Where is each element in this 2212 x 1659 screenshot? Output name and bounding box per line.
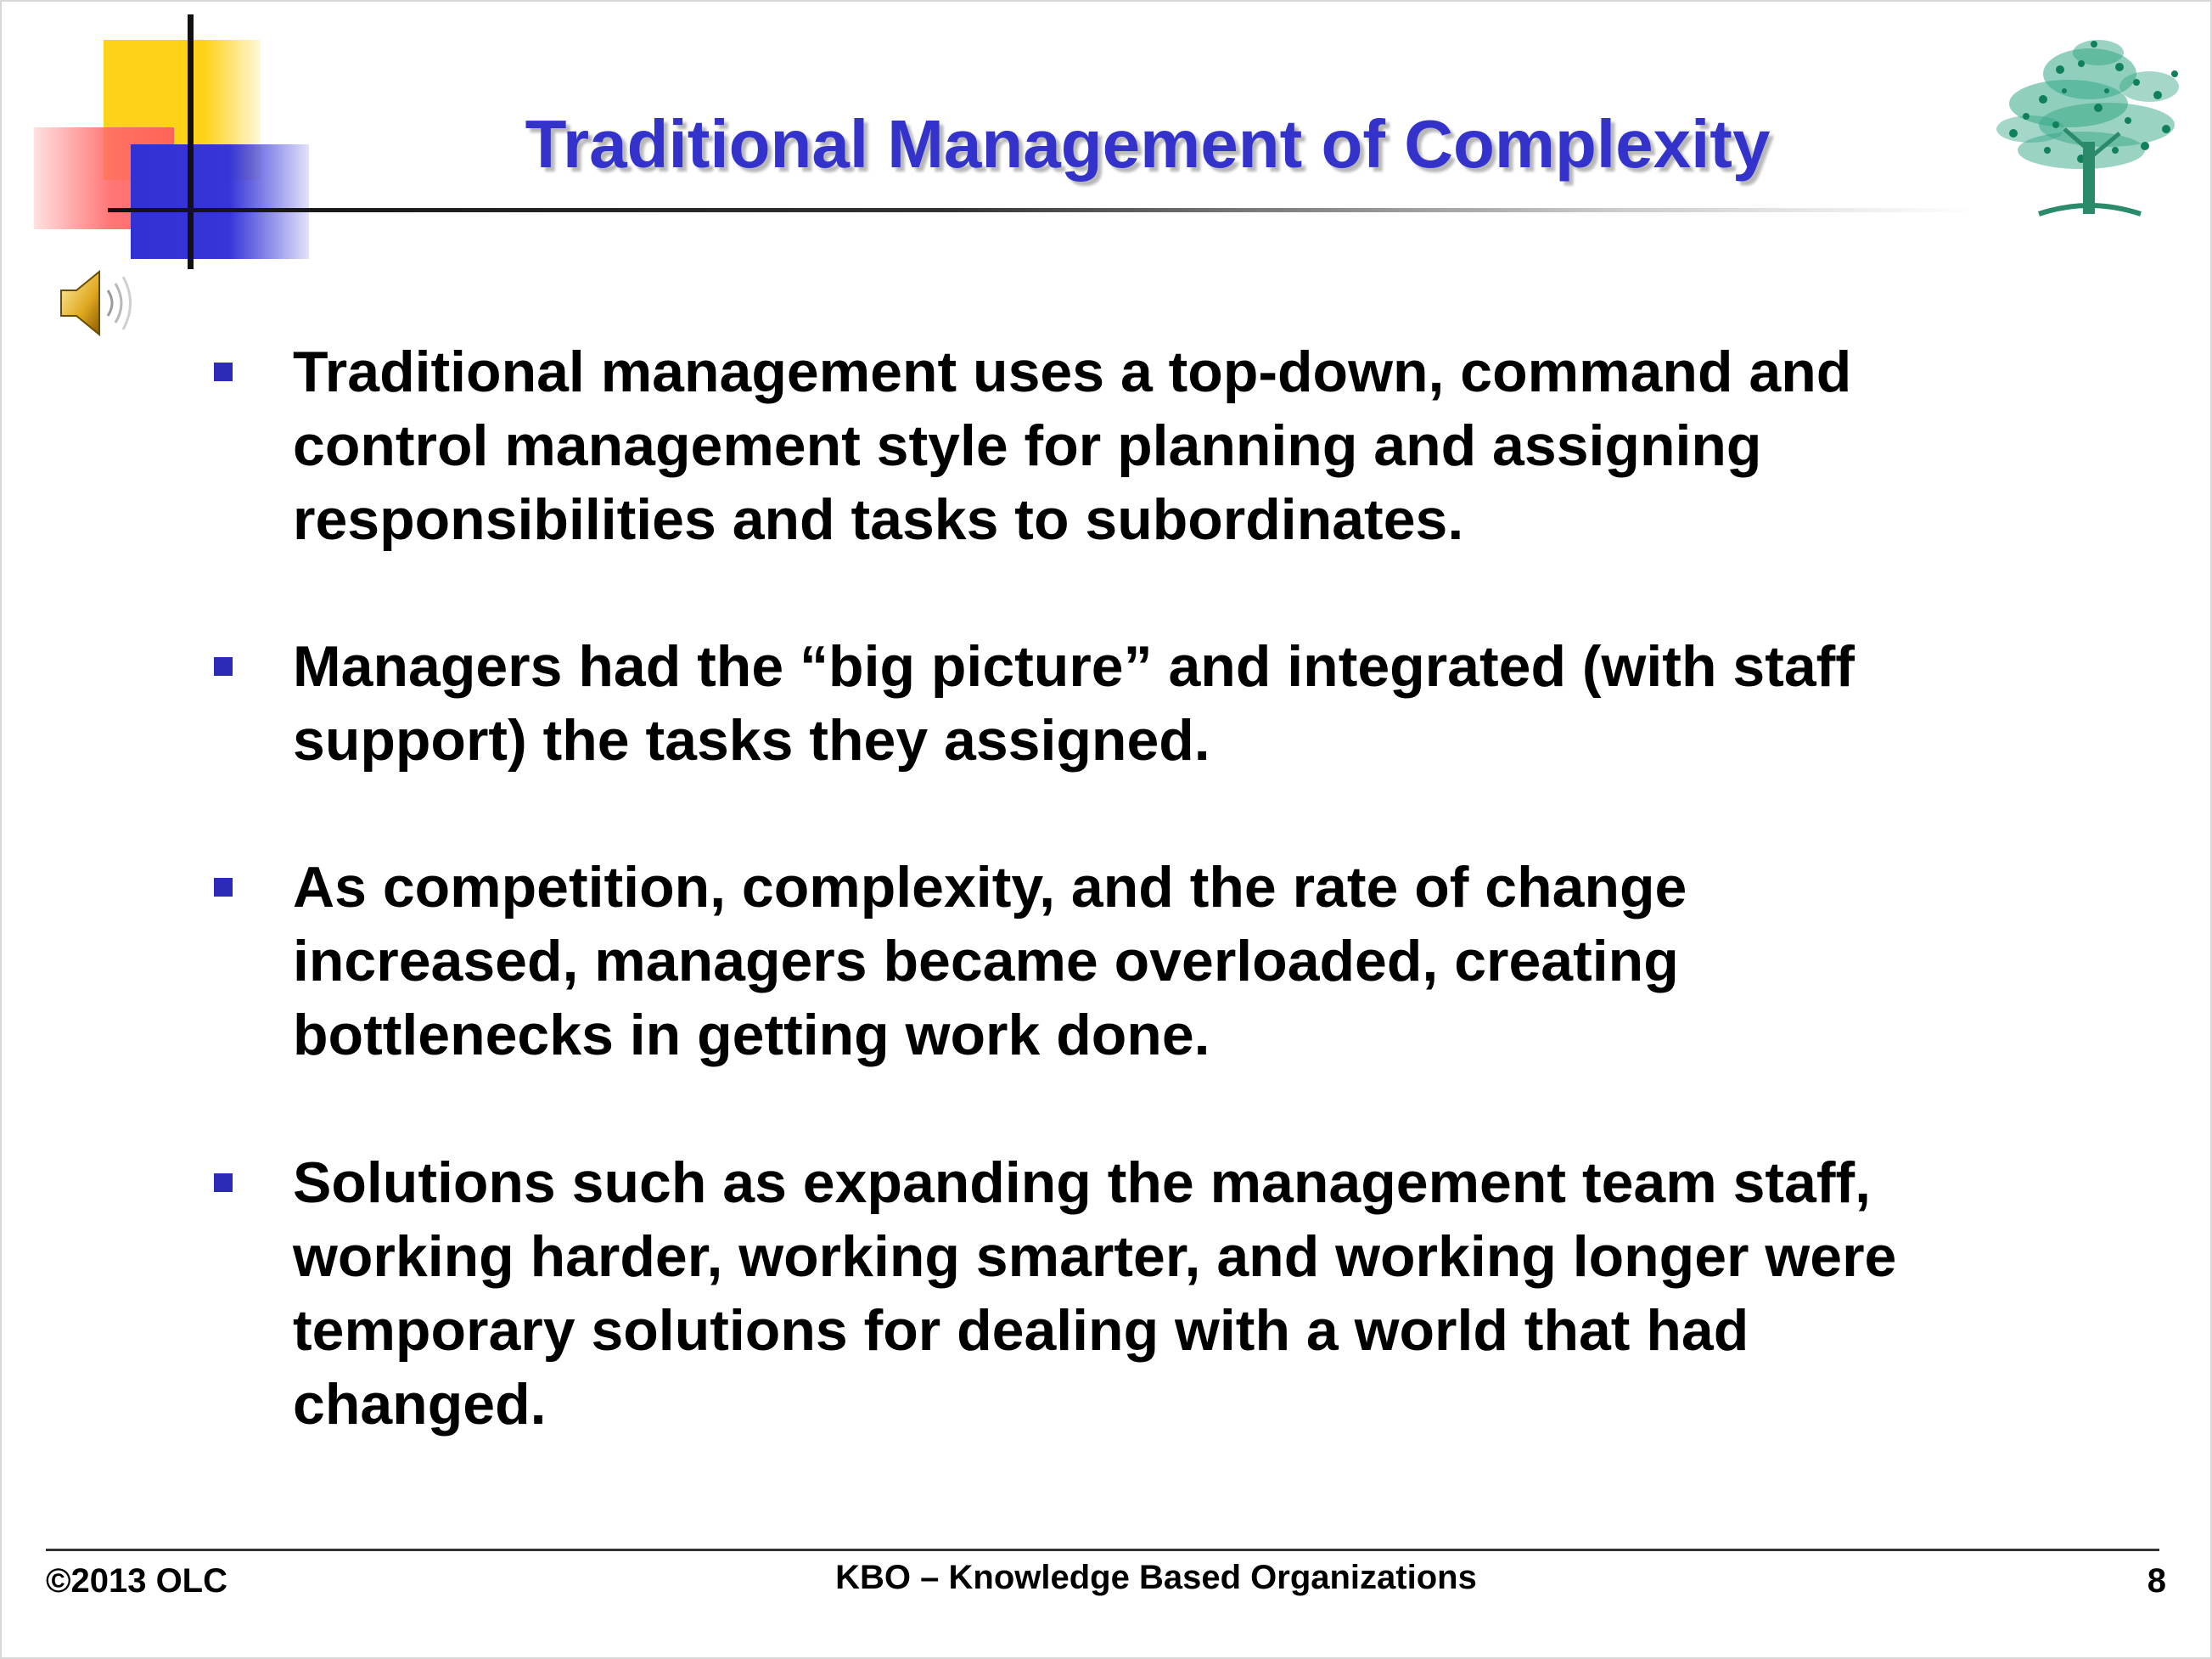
speaker-icon[interactable] xyxy=(53,265,138,341)
bullet-marker xyxy=(214,657,233,676)
bullet-line: control management style for planning and assigning xyxy=(293,413,1762,478)
bullet-line: Traditional management uses a top-down, command and xyxy=(293,340,1852,404)
decorative-vertical-line xyxy=(188,14,194,269)
footer-copyright: ©2013 OLC xyxy=(46,1562,228,1600)
bullet-marker xyxy=(214,363,233,381)
bullet-line: bottlenecks in getting work done. xyxy=(293,1003,1210,1067)
title-underline xyxy=(108,208,1975,212)
bullet-line: increased, managers became overloaded, creating xyxy=(293,929,1679,993)
bullet-marker xyxy=(214,878,233,897)
footer-divider xyxy=(46,1549,2159,1551)
bullet-line: Solutions such as expanding the management team staff, xyxy=(293,1150,1872,1215)
bullet-line: working harder, working smarter, and working longer were xyxy=(293,1224,1897,1289)
bullet-line: Managers had the “big picture” and integrated (with staff xyxy=(293,634,1855,699)
decorative-blue-block xyxy=(131,144,309,259)
bullet-marker xyxy=(214,1173,233,1192)
bullet-line: responsibilities and tasks to subordinates. xyxy=(293,487,1464,552)
bullet-line: As competition, complexity, and the rate of change xyxy=(293,855,1687,919)
bullet-text xyxy=(293,630,2075,778)
bullet-text xyxy=(293,851,2075,1072)
bullet-text xyxy=(293,1146,2075,1442)
bullet-line: temporary solutions for dealing with a world that had xyxy=(293,1298,1749,1363)
footer-title: KBO – Knowledge Based Organizations xyxy=(835,1559,1477,1596)
tree-logo-icon xyxy=(1979,23,2200,227)
page-number: 8 xyxy=(2147,1562,2166,1600)
slide-title: Traditional Management of Complexity xyxy=(525,106,1771,182)
bullet-line: support) the tasks they assigned. xyxy=(293,708,1210,773)
bullet-text xyxy=(293,335,2075,557)
bullet-line: changed. xyxy=(293,1372,547,1437)
